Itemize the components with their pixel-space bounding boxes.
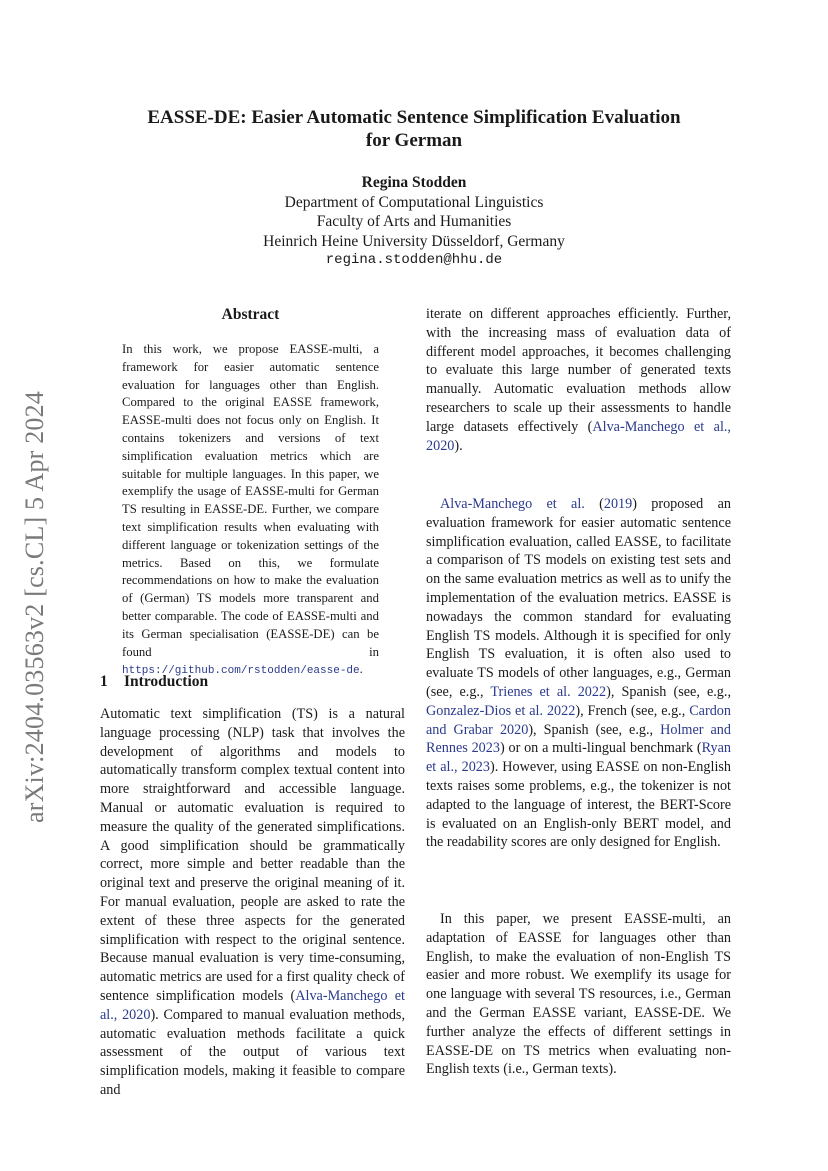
- citation-link[interactable]: Cardon and Grabar 2020: [426, 702, 731, 738]
- section-number: 1: [100, 673, 108, 690]
- paragraph-text: ) or on a multi-lingual benchmark (: [499, 740, 702, 757]
- author-email[interactable]: regina.stodden@hhu.de: [325, 252, 503, 268]
- author-name: Regina Stodden: [361, 174, 467, 191]
- intro-right-paragraph-1: [426, 305, 731, 455]
- citation-link[interactable]: Gonzalez-Dios et al. 2022: [426, 702, 576, 719]
- paper-title: [100, 106, 728, 152]
- affiliation-faculty: Faculty of Arts and Humanities: [316, 213, 512, 230]
- citation-link[interactable]: Ryan et al., 2023: [426, 740, 731, 776]
- intro-right-paragraph-2: Alva-Manchego et al. (2019) proposed an evaluation framework for easier automatic sentence simplification evaluation, called EASSE, to facilitate a comparison of TS models on existing test sets and on the same evaluation metrics as well as to unify the implementation of the evaluation metrics. EASSE is nowadays the common standard for evaluating English TS models. Although it is specified for only English TS evaluation, it is often also used to evaluate TS models of other languages, e.g., German (see, e.g., Trienes et al. 2022), Spanish (see, e.g., Gonzalez-Dios et al. 2022), French (see, e.g., Cardon and Grabar 2020), Spanish (see, e.g., Holmer and Rennes 2023) or on a multi-lingual benchmark (Ryan et al., 2023). However, using EASSE on non-English texts raises some problems, e.g., the tokenizer is not adapted to the language of interest, the BERT-Score is evaluated on an English-only BERT model, and the readability scores are only designed for English.: [426, 496, 731, 851]
- abstract-end: .: [359, 662, 363, 677]
- title-line-1: EASSE-DE: Easier Automatic Sentence Simplification Evaluation: [147, 107, 681, 128]
- abstract-text: In this work, we propose EASSE-multi, a framework for easier automatic sentence evaluation for languages other than English. Compared to the original EASSE framework, EASSE-multi does not focus only on English. It contains tokenizers and versions of text simplification evaluation metrics which are suitable for multiple languages. In this paper, we exemplify the usage of EASSE-multi for German TS resulting in EASSE-DE. Further, we compare text simplification results when evaluating with different language or tokenization settings of the metrics. Based on this, we formulate recommendations on how to make the evaluation of (German) TS models more transparent and better comparable. The code of EASSE-multi and its German specialisation (EASSE-DE) can be found in: [122, 342, 379, 659]
- paragraph-text: In this paper, we present EASSE-multi, an adaptation of EASSE for languages other than English, to make the evaluation of non-English TS easier and more robust. We exemplify its usage for one language with several TS resources, i.e., German and the German EASSE variant, EASSE-DE. We further analyze the effects of different settings in EASSE-DE on TS metrics when evaluating non-English texts (i.e., German texts).: [426, 911, 731, 1078]
- abstract-heading: Abstract: [221, 306, 280, 323]
- paragraph-text: ) proposed an evaluation framework for easier automatic sentence simplification evaluation, called EASSE, to facilitate a comparison of TS models on existing test sets and on the same evaluation metrics as well as to unify the implementation of the evaluation metrics. EASSE is nowadays the common standard for evaluating English TS models. Although it is specified for only English TS evaluation, it is often also used to evaluate TS models of other languages, e.g., German (see, e.g.,: [426, 496, 731, 700]
- affiliation-university: Heinrich Heine University Düsseldorf, Germany: [263, 232, 565, 250]
- paragraph-text: ). Compared to manual evaluation methods, automatic evaluation methods facilitate a quick assessment of the output of various text simplification models, making it feasible to compare and: [100, 1006, 405, 1098]
- citation-link[interactable]: Trienes et al. 2022: [490, 683, 607, 700]
- paragraph-text: ), Spanish (see, e.g.,: [528, 721, 661, 738]
- paragraph-text: ), French (see, e.g.,: [575, 702, 690, 719]
- arxiv-sidebar: [20, 372, 50, 842]
- intro-paragraph-1: [100, 705, 405, 1100]
- citation-link[interactable]: 2019: [603, 496, 633, 512]
- paragraph-text: ). However, using EASSE on non-English texts raises some problems, e.g., the tokenizer is not adapted to the language of interest, the BERT-Score is evaluated on an English-only BERT model, and the readability scores are only designed for English.: [426, 759, 731, 851]
- affiliation-department: Department of Computational Linguistics: [284, 193, 544, 211]
- paragraph-text: iterate on different approaches efficiently. Further, with the increasing mass of evaluation data of different model approaches, it becomes challenging to evaluate this large number of generated texts manually. Automatic evaluation methods allow researchers to scale up their assessments to handle large datasets effectively (: [426, 306, 731, 435]
- section-title: Introduction: [124, 673, 209, 690]
- title-line-2: for German: [365, 130, 463, 151]
- abstract-body: [122, 341, 379, 681]
- arxiv-identifier: arXiv:2404.03563v2 [cs.CL] 5 Apr 2024: [20, 390, 49, 824]
- intro-left-column: [100, 705, 405, 1100]
- paragraph-text: Automatic text simplification (TS) is a natural language processing (NLP) task that involves the development of algorithms and models to automatically transform complex textual content into more straightforward and accessible language. Manual or automatic evaluation is required to measure the quality of the generated simplifications. A good simplification should be grammatically correct, more simple and better readable than the original text and preserve the original meaning of it. For manual evaluation, people are asked to rate the extent of these three aspects for the generated simplification with respect to the original sentence. Because manual evaluation is very time-consuming, automatic metrics are used for a first quality check of sentence simplification models (: [100, 706, 405, 1004]
- intro-right-paragraph-3: [426, 910, 731, 1079]
- citation-link[interactable]: Alva-Manchego et al., 2020: [100, 987, 405, 1023]
- citation-link[interactable]: Alva-Manchego et al., 2020: [426, 418, 731, 454]
- paragraph-text: ), Spanish (see, e.g.,: [606, 683, 731, 700]
- author-block: [100, 173, 728, 271]
- paragraph-text: ).: [454, 437, 463, 454]
- citation-link[interactable]: Alva-Manchego et al.: [440, 496, 585, 512]
- code-link[interactable]: https://github.com/rstodden/easse-de: [122, 665, 360, 678]
- citation-link[interactable]: Holmer and Rennes 2023: [426, 721, 731, 757]
- section-heading: [100, 673, 208, 691]
